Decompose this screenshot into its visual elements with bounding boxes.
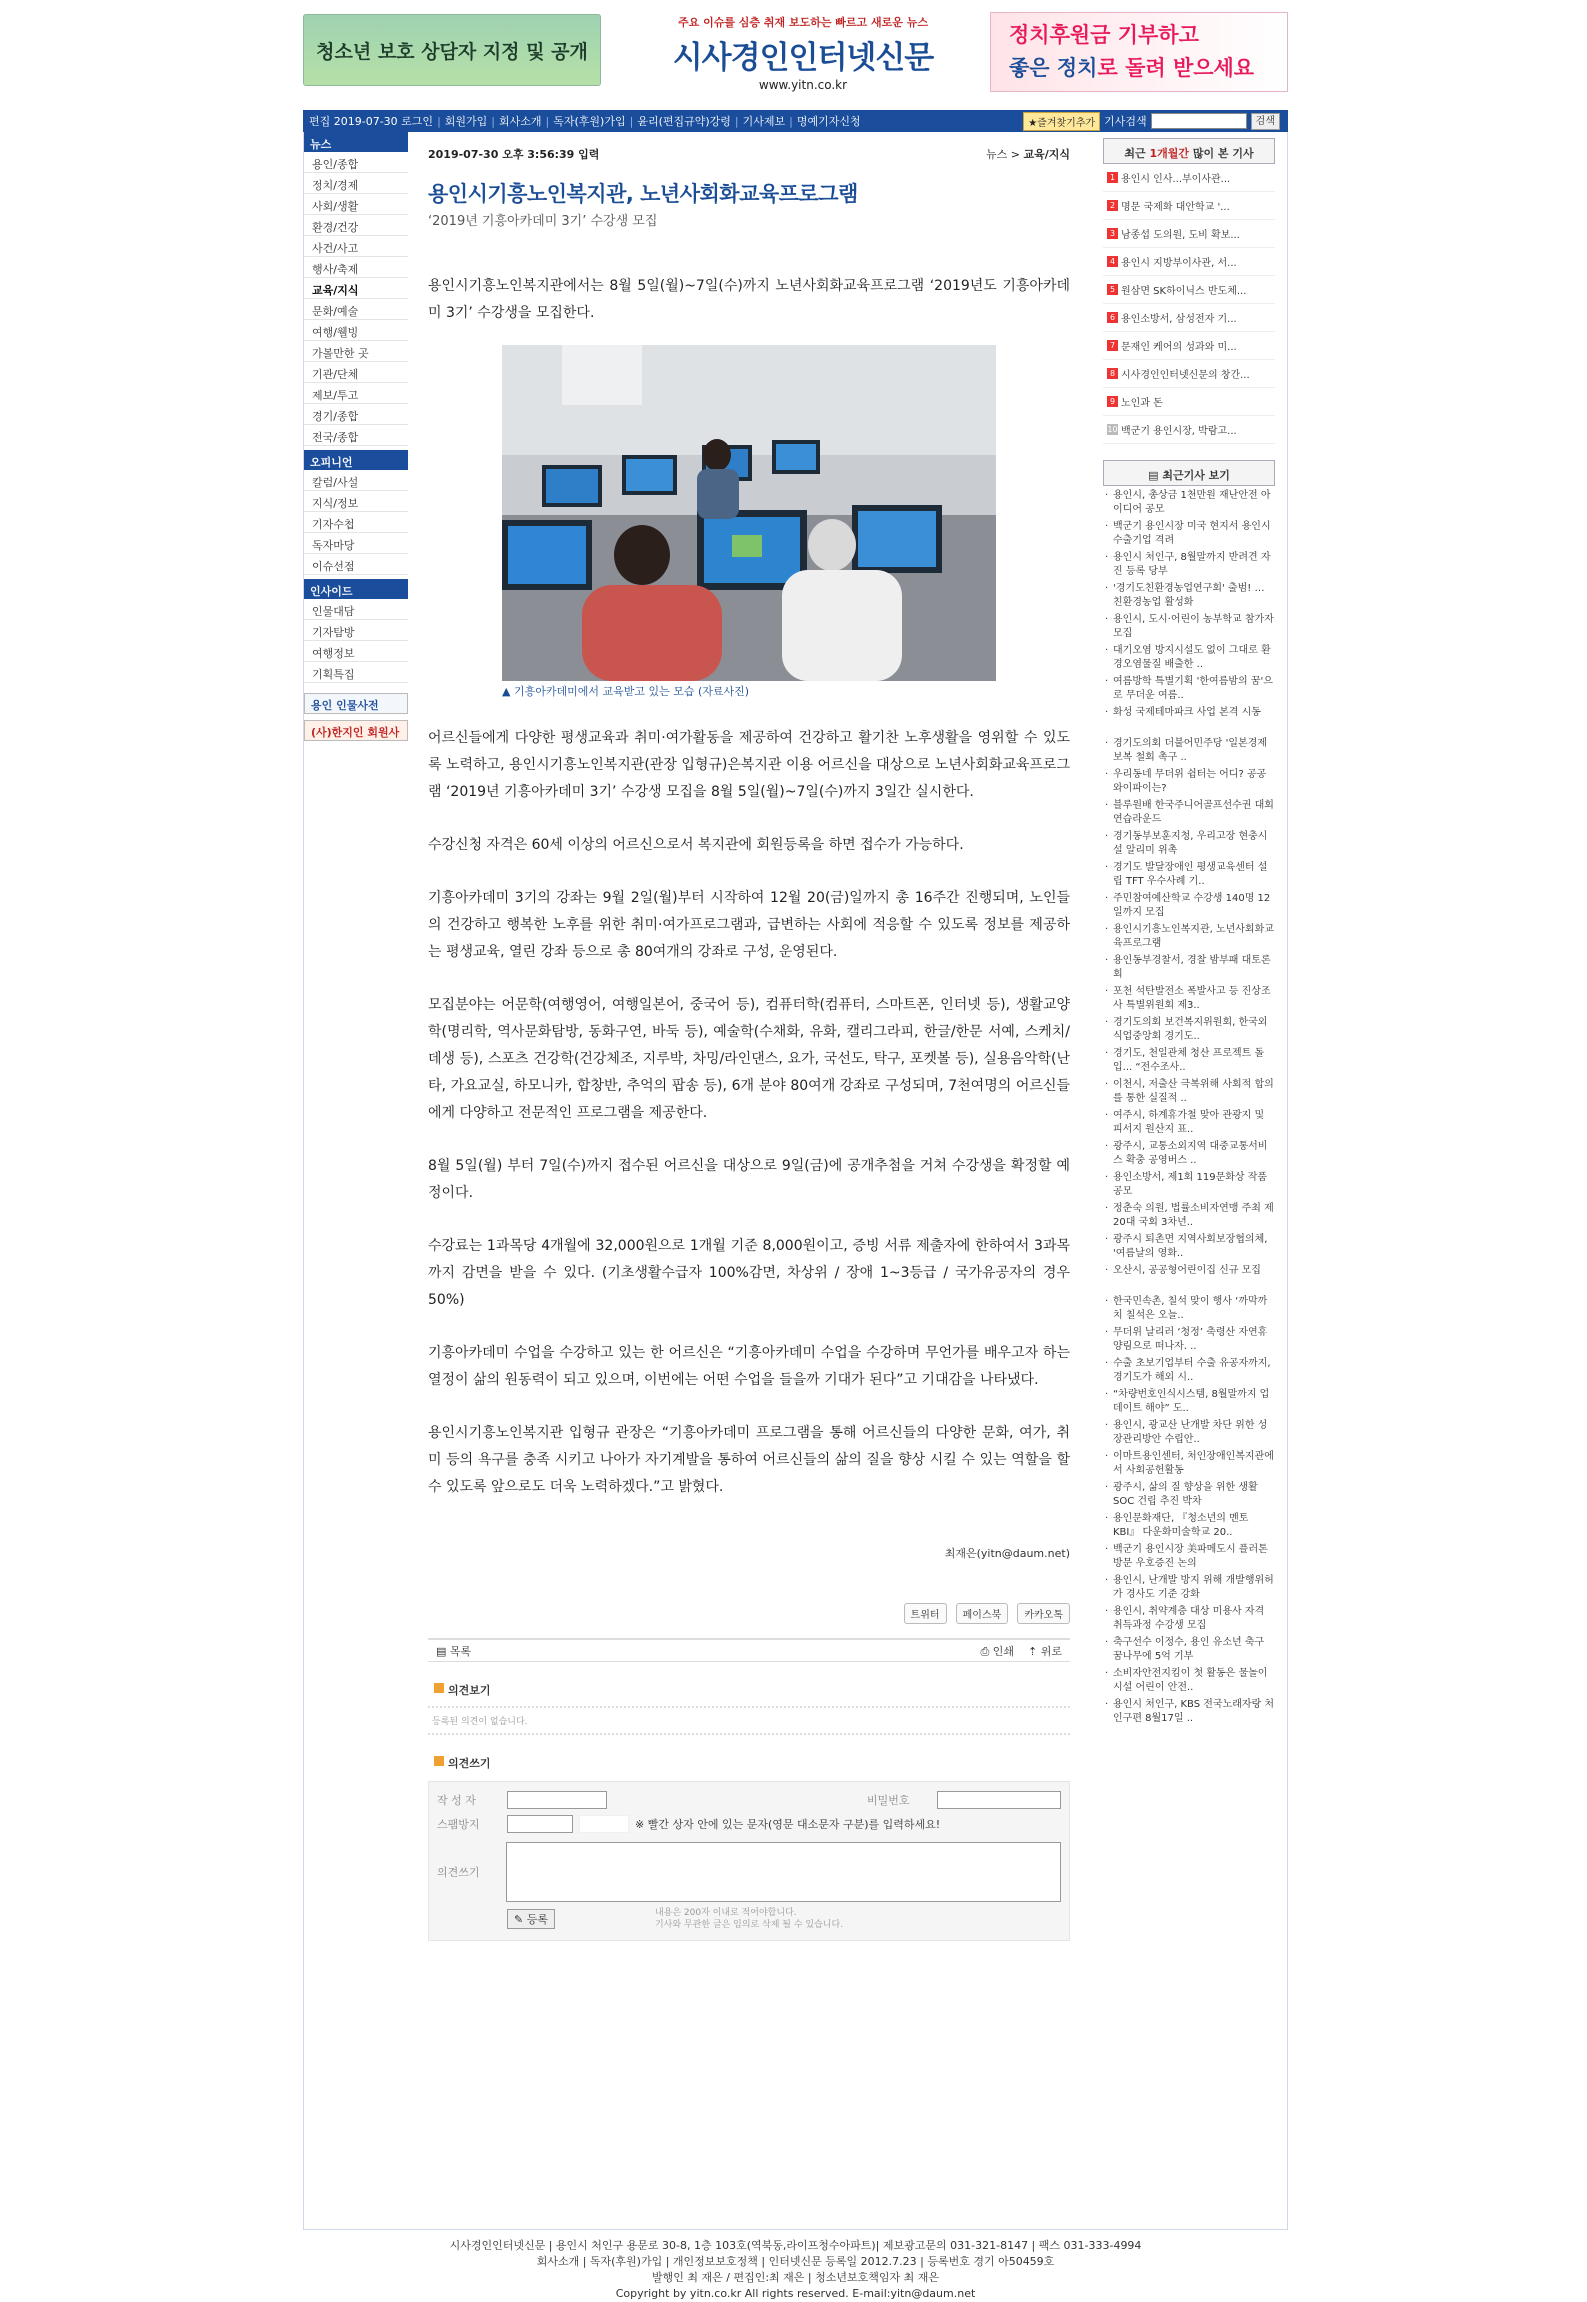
popular-item[interactable]: 5 원삼면 SK하이닉스 반도체... [1103, 276, 1275, 304]
password-label: 비밀번호 [867, 1794, 910, 1807]
recent-item[interactable]: · 용인시기흥노인복지관, 노년사회화교육프로그램 [1103, 923, 1275, 951]
footer [303, 2238, 1288, 2302]
recent-item[interactable]: · 용인시 처인구, KBS 전국노래자랑 처인구편 8월17일 .. [1103, 1698, 1275, 1726]
youth-protection-banner[interactable]: 청소년 보호 상담자 지정 및 공개 [303, 14, 601, 86]
recent-item[interactable]: · 소비자안전지킴이 첫 활동은 물놀이 시설 어린이 안전.. [1103, 1667, 1275, 1695]
recent-item[interactable]: · 용인소방서, 제1회 119문화상 작품 공모 [1103, 1171, 1275, 1199]
recent-item[interactable]: · 축구선수 이정수, 용인 유소년 축구 꿈나무에 5억 기부 [1103, 1636, 1275, 1664]
nav-item[interactable]: 기자수첩 [304, 512, 408, 533]
kakao-share-button[interactable]: 카카오톡 [1017, 1603, 1070, 1624]
article-title: 용인시기흥노인복지관, 노년사회화교육프로그램 [428, 182, 858, 206]
logo-name: 시사경인인터넷신문 [672, 40, 934, 76]
recent-item[interactable]: · 블루원배 한국주니어골프선수권 대회 연습라운드 [1103, 799, 1275, 827]
popular-item[interactable]: 3 남종섭 도의원, 도비 확보... [1103, 220, 1275, 248]
nav-item[interactable]: 지식/정보 [304, 491, 408, 512]
recent-item[interactable]: · 오산시, 공공형어린이집 신규 모집 [1103, 1264, 1275, 1292]
popular-item[interactable]: 2 명문 국제화 대안학교 '... [1103, 192, 1275, 220]
nav-item[interactable]: 여행/웰빙 [304, 320, 408, 341]
breadcrumb-category[interactable]: 교육/지식 [1023, 148, 1070, 161]
site-logo[interactable] [633, 12, 973, 92]
logo-slogan: 주요 이슈를 심층 취재 보도하는 빠르고 새로운 뉴스 [678, 16, 928, 29]
comment-textarea[interactable] [506, 1842, 1061, 1902]
recent-item[interactable]: · 백군기 용인시장 美파메도시 플러톤 방문 우호증진 논의 [1103, 1543, 1275, 1571]
nav-subscribe[interactable]: 독자(후원)가입 [553, 115, 626, 128]
recent-item[interactable]: · 광주시 퇴촌면 지역사회보장협의체, '여름날의 영화.. [1103, 1233, 1275, 1261]
comments-empty: 등록된 의견이 없습니다. [428, 1706, 1070, 1735]
breadcrumb-news[interactable]: 뉴스 [985, 148, 1008, 161]
recent-item[interactable]: · 여름방학 특별기획 '한여름밤의 꿈'으로 무더운 여름.. [1103, 675, 1275, 703]
top-banner [303, 12, 1288, 100]
article-paragraph: 어르신들에게 다양한 평생교육과 취미·여가활동을 제공하여 건강하고 활기찬 노후생활을 영위할 수 있도록 노력하고, 용인시기흥노인복지관(관장 입형규)은복지관 이용 어르신을 대상으로 노년사회화교육프로그램 ‘2019년 기흥아카데미 3기’ 수강생 모집을 8월 5일(월)~7일(수)까지 3일간 실시한다. [428, 730, 1070, 800]
nav-item[interactable]: 제보/투고 [304, 383, 408, 404]
article-paragraph: 모집분야는 어문학(여행영어, 여행일본어, 중국어 등), 컴퓨터학(컴퓨터, 스마트폰, 인터넷 등), 생활교양학(명리학, 역사문화탐방, 동화구연, 바둑 등), 예술학(수채화, 유화, 캘리그라피, 한글/한문 서예, 스케치/데생 등), 스포츠 건강학(건강체조, 지루박, 차밍/라인댄스, 요가, 국선도, 탁구, 포켓볼 등), 실용음악학(난타, 가요교실, 하모니카, 합창반, 추억의 팝송 등), 6개 분야 80여개 강좌로 구성되며, 7천여명의 어르신들에게 다양하고 전문적인 프로그램을 제공한다. [428, 997, 1070, 1121]
nav-item[interactable]: 행사/축제 [304, 257, 408, 278]
comments-write-heading: 의견쓰기 [428, 1755, 1070, 1771]
classroom-image [502, 345, 996, 681]
nav-item[interactable]: 여행정보 [304, 641, 408, 662]
body-label: 의견쓰기 [437, 1866, 480, 1879]
footer-line: Copyright by yitn.co.kr All rights reserved. E-mail:yitn@daum.net [615, 2287, 976, 2300]
nav-item[interactable]: 사회/생활 [304, 194, 408, 215]
captcha-box [579, 1815, 629, 1833]
recent-item[interactable]: · 대기오염 방지시설도 없이 그대로 환경오염물질 배출한 .. [1103, 644, 1275, 672]
footer-line: 발행인 최 재은 / 편집인:최 재은 | 청소년보호책임자 최 재은 [652, 2271, 939, 2284]
footer-line[interactable]: 회사소개 | 독자(후원)가입 | 개인정보보호정책 | 인터넷신문 등록일 2012.7.23 | 등록번호 경기 아50459호 [536, 2255, 1055, 2268]
footer-line: 시사경인인터넷신문 | 용인시 처인구 용문로 30-8, 1층 103호(역북동,라이프청수아파트)| 제보광고문의 031-321-8147 | 팩스 031-333-4994 [449, 2239, 1142, 2252]
recent-heading: ▤ 최근기사 보기 [1103, 460, 1275, 486]
author-label: 작 성 자 [437, 1794, 476, 1807]
article-paragraph: 8월 5일(월) 부터 7일(수)까지 접수된 어르신을 대상으로 9일(금)에 공개추첨을 거쳐 수강생을 확정할 예정이다. [428, 1158, 1070, 1201]
print-button[interactable]: ⎙ 인쇄 [980, 1644, 1015, 1658]
popular-item[interactable]: 7 문재인 케어의 성과와 미... [1103, 332, 1275, 360]
recent-item[interactable]: · 용인문화재단, 『청소년의 멘토 KBI』 다운화미술학교 20.. [1103, 1512, 1275, 1540]
nav-item[interactable]: 전국/종합 [304, 425, 408, 446]
nav-item[interactable]: 사건/사고 [304, 236, 408, 257]
popular-item[interactable]: 10 백군기 용인시장, 박람고... [1103, 416, 1275, 444]
recent-item[interactable]: · 경기도의회 보건복지위원회, 한국외식업중앙회 경기도.. [1103, 1016, 1275, 1044]
popular-item[interactable]: 1 용인시 인사...부이사관... [1103, 164, 1275, 192]
recent-item[interactable]: · 백군기 용인시장 미국 현지서 용인시 수출기업 격려 [1103, 520, 1275, 548]
left-nav [304, 132, 408, 741]
nav-item[interactable]: 환경/건강 [304, 215, 408, 236]
donation-banner[interactable] [990, 12, 1288, 92]
recent-item[interactable]: · 무더위 날리러 ‘청정’ 축령산 자연휴양림으로 떠나자. .. [1103, 1326, 1275, 1354]
recent-item[interactable]: · 경기동부보훈지청, 우리고장 현충시설 알리미 위촉 [1103, 830, 1275, 858]
nav-ethics[interactable]: 윤리(편집규약)강령 [637, 115, 731, 128]
article-paragraph: 기흥아카데미 3기의 강좌는 9월 2일(월)부터 시작하여 12월 20(금)일까지 총 16주간 진행되며, 노인들의 건강하고 행복한 노후를 위한 취미·여가프로그램과, 급변하는 사회에 적응할 수 있도록 정보를 제공하는 평생교육, 열린 강좌 등으로 총 80여개의 강좌로 구성, 운영된다. [428, 890, 1070, 960]
recent-item[interactable]: · 한국민속촌, 칠석 맞이 행사 ‘까막까치 칠석은 오늘.. [1103, 1295, 1275, 1323]
donation-line2: 좋은 정치로 돌려 받으세요 [1009, 56, 1255, 80]
nav-report[interactable]: 기사제보 [742, 115, 786, 128]
author-input[interactable] [507, 1791, 607, 1809]
nav-item[interactable]: 가볼만한 곳 [304, 341, 408, 362]
recent-item[interactable]: · 화성 국제테마파크 사업 본격 시동 [1103, 706, 1275, 734]
people-dictionary-button[interactable]: 용인 인물사전 [304, 693, 408, 714]
spam-label: 스팸방지 [437, 1818, 480, 1831]
nav-item[interactable]: 문화/예술 [304, 299, 408, 320]
recent-item[interactable]: · 용인시, 도시·어린이 농부학교 참가자 모집 [1103, 613, 1275, 641]
recent-item[interactable]: · 경기도 발달장애인 평생교육센터 설립 TFT 우수사례 기.. [1103, 861, 1275, 889]
article-toolbar [428, 1638, 1070, 1662]
article-paragraph: 수강료는 1과목당 4개월에 32,000원으로 1개월 기준 8,000원이고, 증빙 서류 제출자에 한하여서 3과목까지 감면을 받을 수 있다. (기초생활수급자 100%감면, 차상위 / 장애 1~3등급 / 국가유공자의 경우 50%) [428, 1238, 1070, 1308]
recent-item[interactable]: · 이천시, 저출산 극복위해 사회적 합의를 통한 실질적 .. [1103, 1078, 1275, 1106]
comment-notes: 내용은 200자 이내로 적어야합니다. 기사와 무관한 글은 임의로 삭제 될 수 있습니다. [654, 1908, 844, 1930]
popular-item[interactable]: 9 노인과 돈 [1103, 388, 1275, 416]
recent-item[interactable]: · 용인시 처인구, 8월말까지 반려견 자진 등록 당부 [1103, 551, 1275, 579]
favorite-button[interactable]: ★즐겨찾기추가 [1023, 112, 1100, 131]
breadcrumb: 뉴스 > 교육/지식 [985, 148, 1070, 161]
nav-item[interactable]: 기관/단체 [304, 362, 408, 383]
recent-item[interactable]: · 광주시, 교통소외지역 대중교통서비스 확충 공영버스 .. [1103, 1140, 1275, 1168]
nav-item[interactable]: 이슈선점 [304, 554, 408, 575]
nav-head-inside[interactable]: 인사이드 [304, 579, 408, 599]
top-button[interactable]: ⇡ 위로 [1028, 1644, 1062, 1658]
logo-url: www.yitn.co.kr [758, 78, 848, 92]
nav-login[interactable]: 편집 2019-07-30 로그인 [309, 115, 434, 128]
nav-item[interactable]: 인물대담 [304, 599, 408, 620]
popular-heading: 최근 1개월간 많이 본 기사 [1103, 138, 1275, 164]
list-button[interactable]: ▤ 목록 [436, 1644, 472, 1658]
popular-item[interactable]: 4 용인시 지방부이사관, 서... [1103, 248, 1275, 276]
recent-list [1103, 489, 1275, 1726]
recent-item[interactable]: · 여주시, 하계휴가철 맞아 관광지 및 피서지 원산지 표.. [1103, 1109, 1275, 1137]
nav-item[interactable]: 칼럼/사설 [304, 470, 408, 491]
nav-honorary[interactable]: 명예기자신청 [796, 115, 861, 128]
nav-item[interactable]: 용인/종합 [304, 152, 408, 173]
nav-item[interactable]: 경기/종합 [304, 404, 408, 425]
submit-button[interactable]: ✎ 등록 [507, 1909, 555, 1929]
nav-item[interactable]: 기자탐방 [304, 620, 408, 641]
recent-item[interactable]: · 이마트용인센터, 처인장애인복지관에서 사회공헌활동 [1103, 1450, 1275, 1478]
facebook-share-button[interactable]: 페이스북 [956, 1603, 1009, 1624]
nav-item[interactable]: 기획특집 [304, 662, 408, 683]
recent-item[interactable]: · 주민참여예산학교 수강생 140명 12일까지 모집 [1103, 892, 1275, 920]
search-input[interactable] [1151, 113, 1247, 129]
byline: 최재은(yitn@daum.net) [944, 1547, 1070, 1560]
recent-item[interactable]: · “차량번호인식시스템, 8월말까지 업데이트 해야” 도.. [1103, 1388, 1275, 1416]
nav-item[interactable]: 독자마당 [304, 533, 408, 554]
recent-item[interactable]: · 용인시, 취약계층 대상 미용사 자격 취득과정 수강생 모집 [1103, 1605, 1275, 1633]
password-input[interactable] [937, 1791, 1061, 1809]
member-company-button[interactable]: (사)한지인 회원사 [304, 720, 408, 741]
search-button[interactable]: 검색 [1251, 113, 1280, 130]
recent-item[interactable]: · 용인시, 총상금 1천만원 재난안전 아이디어 공모 [1103, 489, 1275, 517]
nav-item[interactable]: 정치/경제 [304, 173, 408, 194]
recent-item[interactable]: · 경기도의회 더불어민주당 '일본경제보복 철회 촉구 .. [1103, 737, 1275, 765]
content-area [303, 132, 1288, 2230]
recent-item[interactable]: · 용인시, 난개발 방지 위해 개발행위허가 경사도 기준 강화 [1103, 1574, 1275, 1602]
top-nav: 편집 2019-07-30 로그인 | 회원가입 | 회사소개 | 독자(후원)가입 | 윤리(편집규약)강령 | 기사제보 | 명예기자신청 ★즐겨찾기추가 기사검색 검색 [303, 110, 1288, 132]
recent-item[interactable]: · 용인시, 광교산 난개발 차단 위한 성장관리방안 수립안.. [1103, 1419, 1275, 1447]
recent-item[interactable]: · 경기도, 천일관체 청산 프로젝트 돌입... “전수조사.. [1103, 1047, 1275, 1075]
nav-head-opinion[interactable]: 오피니언 [304, 450, 408, 470]
recent-item[interactable]: · 수출 초보기업부터 수출 유공자까지, 경기도가 해외 시.. [1103, 1357, 1275, 1385]
spam-input[interactable] [507, 1815, 573, 1833]
article-lead: 용인시기흥노인복지관에서는 8월 5일(월)~7일(수)까지 노년사회화교육프로그램 ‘2019년도 기흥아카데미 3기’ 수강생을 모집한다. [428, 278, 1070, 321]
article-subtitle: ‘2019년 기흥아카데미 3기’ 수강생 모집 [428, 214, 658, 229]
nav-signup[interactable]: 회원가입 [444, 115, 488, 128]
popular-item[interactable]: 6 용인소방서, 삼성전자 기... [1103, 304, 1275, 332]
article-photo [502, 345, 996, 699]
article-meta [428, 132, 1070, 162]
comments-view-heading: 의견보기 [428, 1682, 1070, 1698]
twitter-share-button[interactable]: 트위터 [904, 1603, 947, 1624]
recent-item[interactable]: · '경기도친환경농업연구회' 출범! … 친환경농업 활성화 [1103, 582, 1275, 610]
nav-item-active[interactable]: 교육/지식 [304, 278, 408, 299]
recent-item[interactable]: · 정춘숙 의원, 법률소비자연맹 주최 제20대 국회 3차년.. [1103, 1202, 1275, 1230]
article-paragraph: 수강신청 자격은 60세 이상의 어르신으로서 복지관에 회원등록을 하면 접수가 가능하다. [428, 837, 964, 853]
recent-item[interactable]: · 용인동부경찰서, 경찰 밤부패 대토론회 [1103, 954, 1275, 982]
photo-caption: ▲ 기흥아카데미에서 교육받고 있는 모습 (자료사진) [502, 685, 750, 698]
search-label: 기사검색 [1104, 115, 1147, 128]
recent-item[interactable]: · 포천 석탄발전소 폭발사고 등 진상조사 특별위원회 제3.. [1103, 985, 1275, 1013]
spam-note: ※ 빨간 상자 안에 있는 문자(영문 대소문자 구분)를 입력하세요! [635, 1818, 941, 1831]
comment-form [428, 1781, 1070, 1941]
recent-item[interactable]: · 우리동네 무더위 쉼터는 어디? 공공와이파이는? [1103, 768, 1275, 796]
nav-head-news[interactable]: 뉴스 [304, 132, 408, 152]
share-bar [428, 1603, 1070, 1624]
popular-item[interactable]: 8 시사경인인터넷신문의 창간... [1103, 360, 1275, 388]
nav-about[interactable]: 회사소개 [499, 115, 542, 128]
article-paragraph: 기흥아카데미 수업을 수강하고 있는 한 어르신은 “기흥아카데미 수업을 수강하며 무언가를 배우고자 하는 열정이 삶의 원동력이 되고 있으며, 이번에는 어떤 수업을 들을까 기대가 된다”고 기대감을 나타냈다. [428, 1345, 1070, 1388]
recent-item[interactable]: · 광주시, 삶의 질 향상을 위한 생활SOC 건립 추진 박차 [1103, 1481, 1275, 1509]
right-sidebar [1103, 132, 1275, 1726]
article-paragraph: 용인시기흥노인복지관 입형규 관장은 “기흥아카데미 프로그램을 통해 어르신들의 다양한 문화, 여가, 취미 등의 욕구를 충족 시키고 나아가 자기계발을 통하여 어르신들의 삶의 질을 향상 시킬 수 있는 역할을 할 수 있도록 앞으로도 더욱 노력하겠다.”고 밝혔다. [428, 1425, 1070, 1495]
page [303, 12, 1288, 2302]
article [428, 132, 1070, 1941]
donation-line1: 정치후원금 기부하고 [1009, 23, 1199, 47]
article-date: 2019-07-30 오후 3:56:39 입력 [428, 148, 600, 161]
